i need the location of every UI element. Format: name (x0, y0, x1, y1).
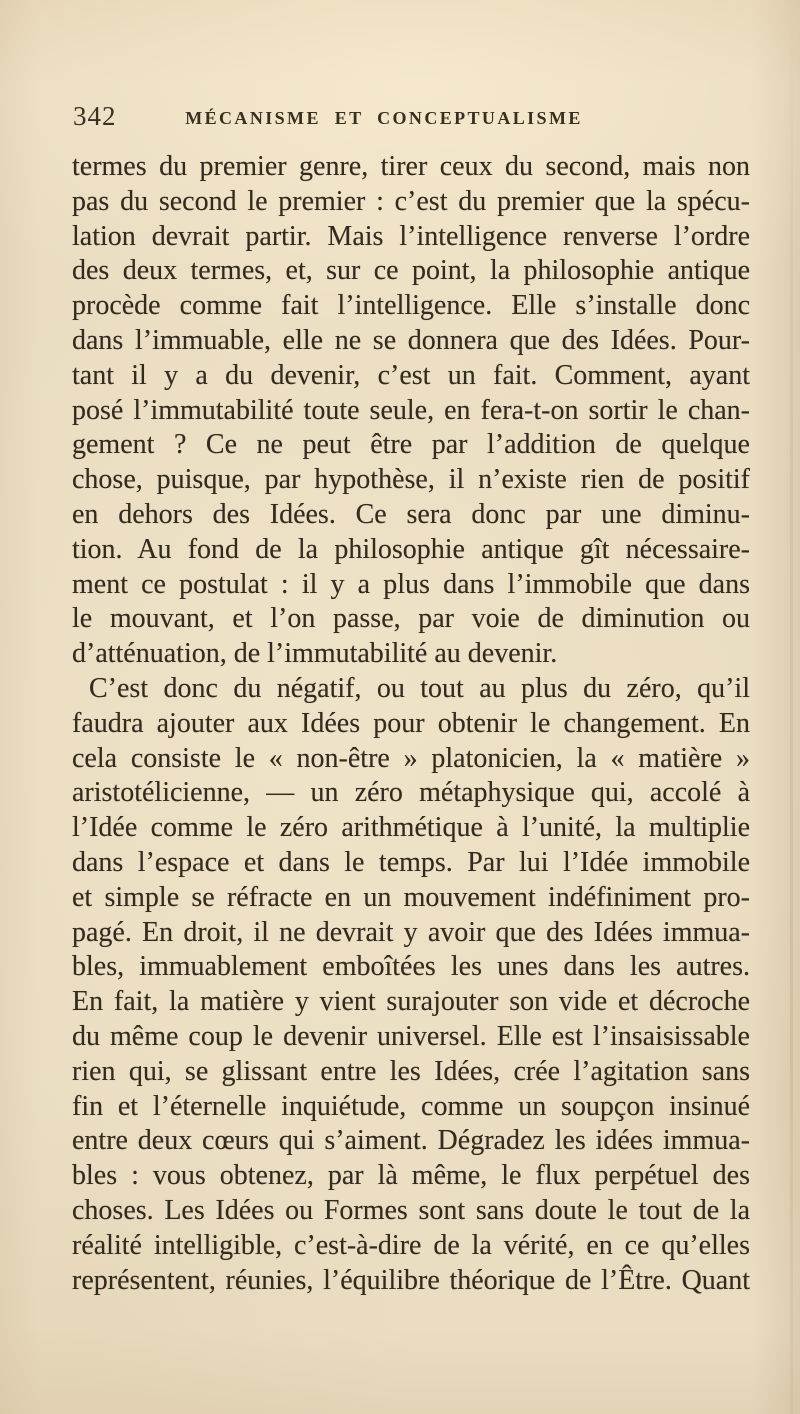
text-line-paragraph-start: C’est donc du négatif, ou tout au plus du zéro, qu’il (89, 672, 750, 704)
text-line: et simple se réfracte en un mouvement indéfiniment pro- (72, 881, 750, 913)
text-line: termes du premier genre, tirer ceux du second, mais non (72, 151, 750, 182)
text-line: faudra ajouter aux Idées pour obtenir le changement. En (72, 707, 750, 739)
running-header: MÉCANISME ET CONCEPTUALISME (185, 108, 583, 128)
text-line: en dehors des Idées. Ce sera donc par une diminu- (72, 498, 750, 530)
text-line: le mouvant, et l’on passe, par voie de diminution ou (72, 603, 750, 635)
text-line: bles, immuablement emboîtées les unes dans les autres. (72, 951, 750, 983)
text-line: bles : vous obtenez, par là même, le flux perpétuel des (72, 1160, 750, 1192)
text-line: tion. Au fond de la philosophie antique gît nécessaire- (72, 533, 750, 565)
text-line: lation devrait partir. Mais l’intelligence renverse l’ordre (72, 220, 750, 252)
text-line: des deux termes, et, sur ce point, la philosophie antique (72, 255, 750, 287)
text-line: dans l’espace et dans le temps. Par lui l’Idée immobile (72, 846, 750, 878)
text-line: rien qui, se glissant entre les Idées, crée l’agitation sans (72, 1055, 750, 1087)
text-line: choses. Les Idées ou Formes sont sans doute le tout de la (72, 1194, 750, 1226)
text-line: du même coup le devenir universel. Elle est l’insaisissable (72, 1020, 750, 1052)
text-line: l’Idée comme le zéro arithmétique à l’unité, la multiplie (72, 812, 750, 844)
page-number: 342 (73, 101, 117, 131)
text-line: dans l’immuable, elle ne se donnera que des Idées. Pour- (72, 324, 750, 356)
text-block (72, 150, 750, 1298)
text-line: procède comme fait l’intelligence. Elle s’installe donc (72, 290, 750, 322)
text-line: chose, puisque, par hypothèse, il n’existe rien de positif (72, 464, 750, 496)
text-line: gement ? Ce ne peut être par l’addition de quelque (72, 429, 750, 461)
text-line: aristotélicienne, — un zéro métaphysique qui, accolé à (72, 777, 750, 809)
text-line: représentent, réunies, l’équilibre théorique de l’Être. Quant (72, 1264, 750, 1296)
text-line: ment ce postulat : il y a plus dans l’immobile que dans (72, 568, 750, 600)
text-line: fin et l’éternelle inquiétude, comme un soupçon insinué (72, 1090, 750, 1122)
text-line: tant il y a du devenir, c’est un fait. Comment, ayant (72, 359, 750, 391)
text-line: cela consiste le « non-être » platonicien, la « matière » (72, 742, 750, 774)
text-line: posé l’immutabilité toute seule, en fera-t-on sortir le chan- (72, 394, 750, 426)
text-line: En fait, la matière y vient surajouter son vide et décroche (72, 986, 750, 1018)
text-line: entre deux cœurs qui s’aiment. Dégradez les idées immua- (72, 1125, 750, 1157)
text-line: pagé. En droit, il ne devrait y avoir que des Idées immua- (72, 916, 750, 948)
text-line: réalité intelligible, c’est-à-dire de la vérité, en ce qu’elles (72, 1229, 750, 1261)
text-line-paragraph-end: d’atténuation, de l’immutabilité au devenir. (72, 638, 558, 670)
page-edge-shadow (790, 0, 793, 1414)
text-line: pas du second le premier : c’est du premier que la spécu- (72, 185, 750, 217)
